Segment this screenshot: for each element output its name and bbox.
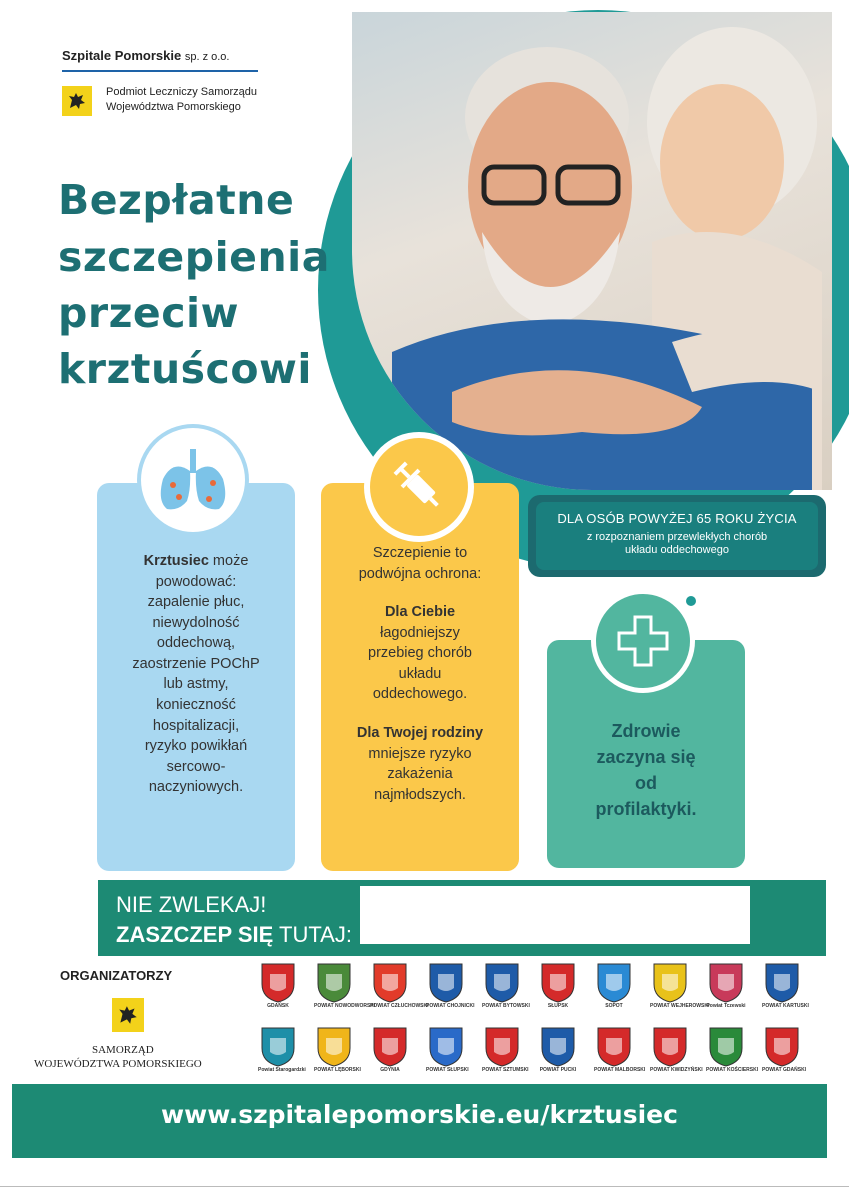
footer-url-link[interactable]: www.szpitalepomorskie.eu/krztusiec xyxy=(161,1100,678,1129)
card-protection-section1-line-0: łagodniejszy xyxy=(380,624,460,641)
county-crest xyxy=(258,962,298,1018)
crest-shield-icon xyxy=(484,962,520,1004)
county-crest xyxy=(370,1026,410,1082)
county-crest xyxy=(370,962,429,1018)
cta-line1: NIE ZWLEKAJ! xyxy=(116,892,267,917)
county-crest-caption: SŁUPSK xyxy=(547,1003,569,1009)
card-risks-line-0: może xyxy=(212,553,249,569)
county-crest xyxy=(314,962,376,1018)
crest-shield-icon xyxy=(596,1026,632,1068)
county-crest xyxy=(314,1026,361,1082)
brand-name: Szpitale Pomorskie xyxy=(62,48,182,63)
card-protection-section1-line-1: przebieg chorób xyxy=(368,645,472,662)
county-crest xyxy=(762,1026,807,1082)
brand-suffix: sp. z o.o. xyxy=(184,51,230,63)
card-risks-line-2: zapalenie płuc, xyxy=(147,594,245,611)
crest-shield-icon xyxy=(652,962,688,1004)
card-risks-lead xyxy=(97,551,295,572)
crest-shield-icon xyxy=(428,962,464,1004)
crest-shield-icon xyxy=(540,1026,576,1068)
county-crest-caption: POWIAT KARTUSKI xyxy=(762,1003,809,1009)
county-crest xyxy=(650,1026,703,1082)
county-crest-caption: Powiat Tczewski xyxy=(706,1003,746,1009)
vaccination-place-field[interactable] xyxy=(360,886,750,944)
county-crest-caption: POWIAT MALBORSKI xyxy=(594,1067,646,1073)
county-crest xyxy=(426,962,475,1018)
county-crest-caption: POWIAT NOWODWORSKI xyxy=(314,1003,376,1009)
card-risks-line-9: ryzyko powikłań xyxy=(144,738,248,755)
crest-shield-icon xyxy=(708,1026,744,1068)
age-criteria-line2: układu oddechowego xyxy=(625,544,729,556)
crest-shield-icon xyxy=(316,962,352,1004)
county-crest-caption: POWIAT WEJHEROWSKI xyxy=(650,1003,710,1009)
organizer-name-line1: SAMORZĄD xyxy=(92,1044,154,1056)
card-risks-line-1: powodować: xyxy=(155,573,237,590)
county-crest-caption: POWIAT GDAŃSKI xyxy=(762,1067,807,1073)
brand-subtitle-line1: Podmiot Leczniczy Samorządu xyxy=(106,86,258,98)
card-risks-line-6: lub astmy, xyxy=(163,676,229,693)
county-crest xyxy=(762,962,809,1018)
county-crest-caption: POWIAT SŁUPSKI xyxy=(426,1067,469,1073)
griffin-logo-icon xyxy=(62,86,92,116)
crest-shield-icon xyxy=(484,1026,520,1068)
crest-shield-icon xyxy=(260,962,296,1004)
card-motto-line-2: od xyxy=(635,773,657,794)
card-protection-section1-line-3: oddechowego. xyxy=(372,686,468,703)
info-card-risks xyxy=(97,483,295,871)
county-crest-caption: POWIAT SZTUMSKI xyxy=(482,1067,529,1073)
crest-shield-icon xyxy=(428,1026,464,1068)
headline-line4: krztuścowi xyxy=(58,345,312,393)
crest-shield-icon xyxy=(372,962,408,1004)
info-card-protection xyxy=(321,483,519,871)
county-crest-caption: SOPOT xyxy=(605,1003,623,1009)
card-risks-line-5: zaostrzenie POChP xyxy=(132,655,260,672)
card-protection-section1-line-2: układu xyxy=(398,665,442,682)
decor-dot xyxy=(686,596,696,606)
cta-line2-bold: ZASZCZEP SIĘ xyxy=(116,922,274,947)
county-crest xyxy=(594,1026,646,1082)
card-protection-section2-line-1: zakażenia xyxy=(387,766,453,783)
cta-line2 xyxy=(116,922,352,948)
county-crest-caption: POWIAT CZŁUCHOWSKI xyxy=(370,1003,429,1009)
county-crest-caption: Powiat Starogardzki xyxy=(258,1067,306,1073)
card-protection-section2-line-2: najmłodszych. xyxy=(374,786,466,803)
county-crest-caption: POWIAT KOŚCIERSKI xyxy=(706,1067,759,1073)
organizer-name-line2: WOJEWÓDZTWA POMORSKIEGO xyxy=(34,1058,202,1070)
county-crest xyxy=(538,962,578,1018)
card-risks-line-10: sercowo- xyxy=(166,758,226,775)
county-crest-caption: POWIAT PUCKI xyxy=(539,1067,577,1073)
card-risks-line-3: niewydolność xyxy=(152,614,240,631)
crest-shield-icon xyxy=(260,1026,296,1068)
card-protection-intro-2: podwójna ochrona: xyxy=(358,565,482,582)
lungs-icon xyxy=(141,428,245,532)
crest-shield-icon xyxy=(540,962,576,1004)
county-crest xyxy=(426,1026,469,1082)
age-criteria-inner xyxy=(536,502,818,570)
crest-shield-icon xyxy=(596,962,632,1004)
county-crest-caption: GDAŃSK xyxy=(267,1003,289,1009)
card-risks-line-8: hospitalizacji, xyxy=(152,717,240,734)
syringe-icon xyxy=(370,438,468,536)
crest-shield-icon xyxy=(764,1026,800,1068)
card-protection-intro-1: Szczepienie to xyxy=(372,545,468,561)
medical-cross-icon xyxy=(596,594,690,688)
card-protection-section1-title: Dla Ciebie xyxy=(384,604,456,621)
cta-line2-rest: TUTAJ: xyxy=(273,922,352,947)
bottom-divider xyxy=(0,1186,849,1187)
crest-shield-icon xyxy=(652,1026,688,1068)
crest-shield-icon xyxy=(372,1026,408,1068)
headline-line1: Bezpłatne xyxy=(58,176,295,224)
age-criteria-title: DLA OSÓB POWYŻEJ 65 ROKU ŻYCIA xyxy=(557,511,797,526)
seniors-photo xyxy=(352,12,832,490)
county-crest xyxy=(538,1026,578,1082)
crest-shield-icon xyxy=(708,962,744,1004)
brand-divider xyxy=(62,70,258,72)
crest-shield-icon xyxy=(764,962,800,1004)
card-risks-line-7: konieczność xyxy=(156,697,236,714)
brand-subtitle-line2: Województwa Pomorskiego xyxy=(106,101,241,113)
card-risks-line-4: oddechową, xyxy=(156,635,236,652)
card-motto-line-1: zaczyna się xyxy=(596,747,696,768)
county-crest-caption: GDYNIA xyxy=(380,1067,400,1073)
county-crest-caption: POWIAT CHOJNICKI xyxy=(426,1003,475,1009)
county-crest xyxy=(482,1026,529,1082)
card-protection-section2-title: Dla Twojej rodziny xyxy=(356,725,484,742)
brand-title xyxy=(62,48,229,63)
county-crest xyxy=(258,1026,306,1082)
county-crest xyxy=(706,1026,759,1082)
headline-line2: szczepienia xyxy=(58,233,330,281)
card-protection-section2-line-0: mniejsze ryzyko xyxy=(368,745,472,762)
county-crest xyxy=(594,962,634,1018)
card-risks-line-11: naczyniowych. xyxy=(148,779,244,796)
griffin-crest-icon xyxy=(112,998,144,1032)
card-motto-line-3: profilaktyki. xyxy=(595,799,697,820)
county-crest xyxy=(650,962,710,1018)
card-risks-bold: Krztusiec xyxy=(143,553,209,569)
county-crest-caption: POWIAT BYTOWSKI xyxy=(482,1003,530,1009)
crest-shield-icon xyxy=(316,1026,352,1068)
county-crest xyxy=(706,962,746,1018)
county-crest-caption: POWIAT KWIDZYŃSKI xyxy=(650,1067,703,1073)
headline-line3: przeciw xyxy=(58,289,239,337)
organizers-title: ORGANIZATORZY xyxy=(60,968,173,983)
card-motto-line-0: Zdrowie xyxy=(611,721,681,741)
county-crest-caption: POWIAT LĘBORSKI xyxy=(314,1067,361,1073)
age-criteria-line1: z rozpoznaniem przewlekłych chorób xyxy=(586,531,768,543)
county-crest xyxy=(482,962,530,1018)
